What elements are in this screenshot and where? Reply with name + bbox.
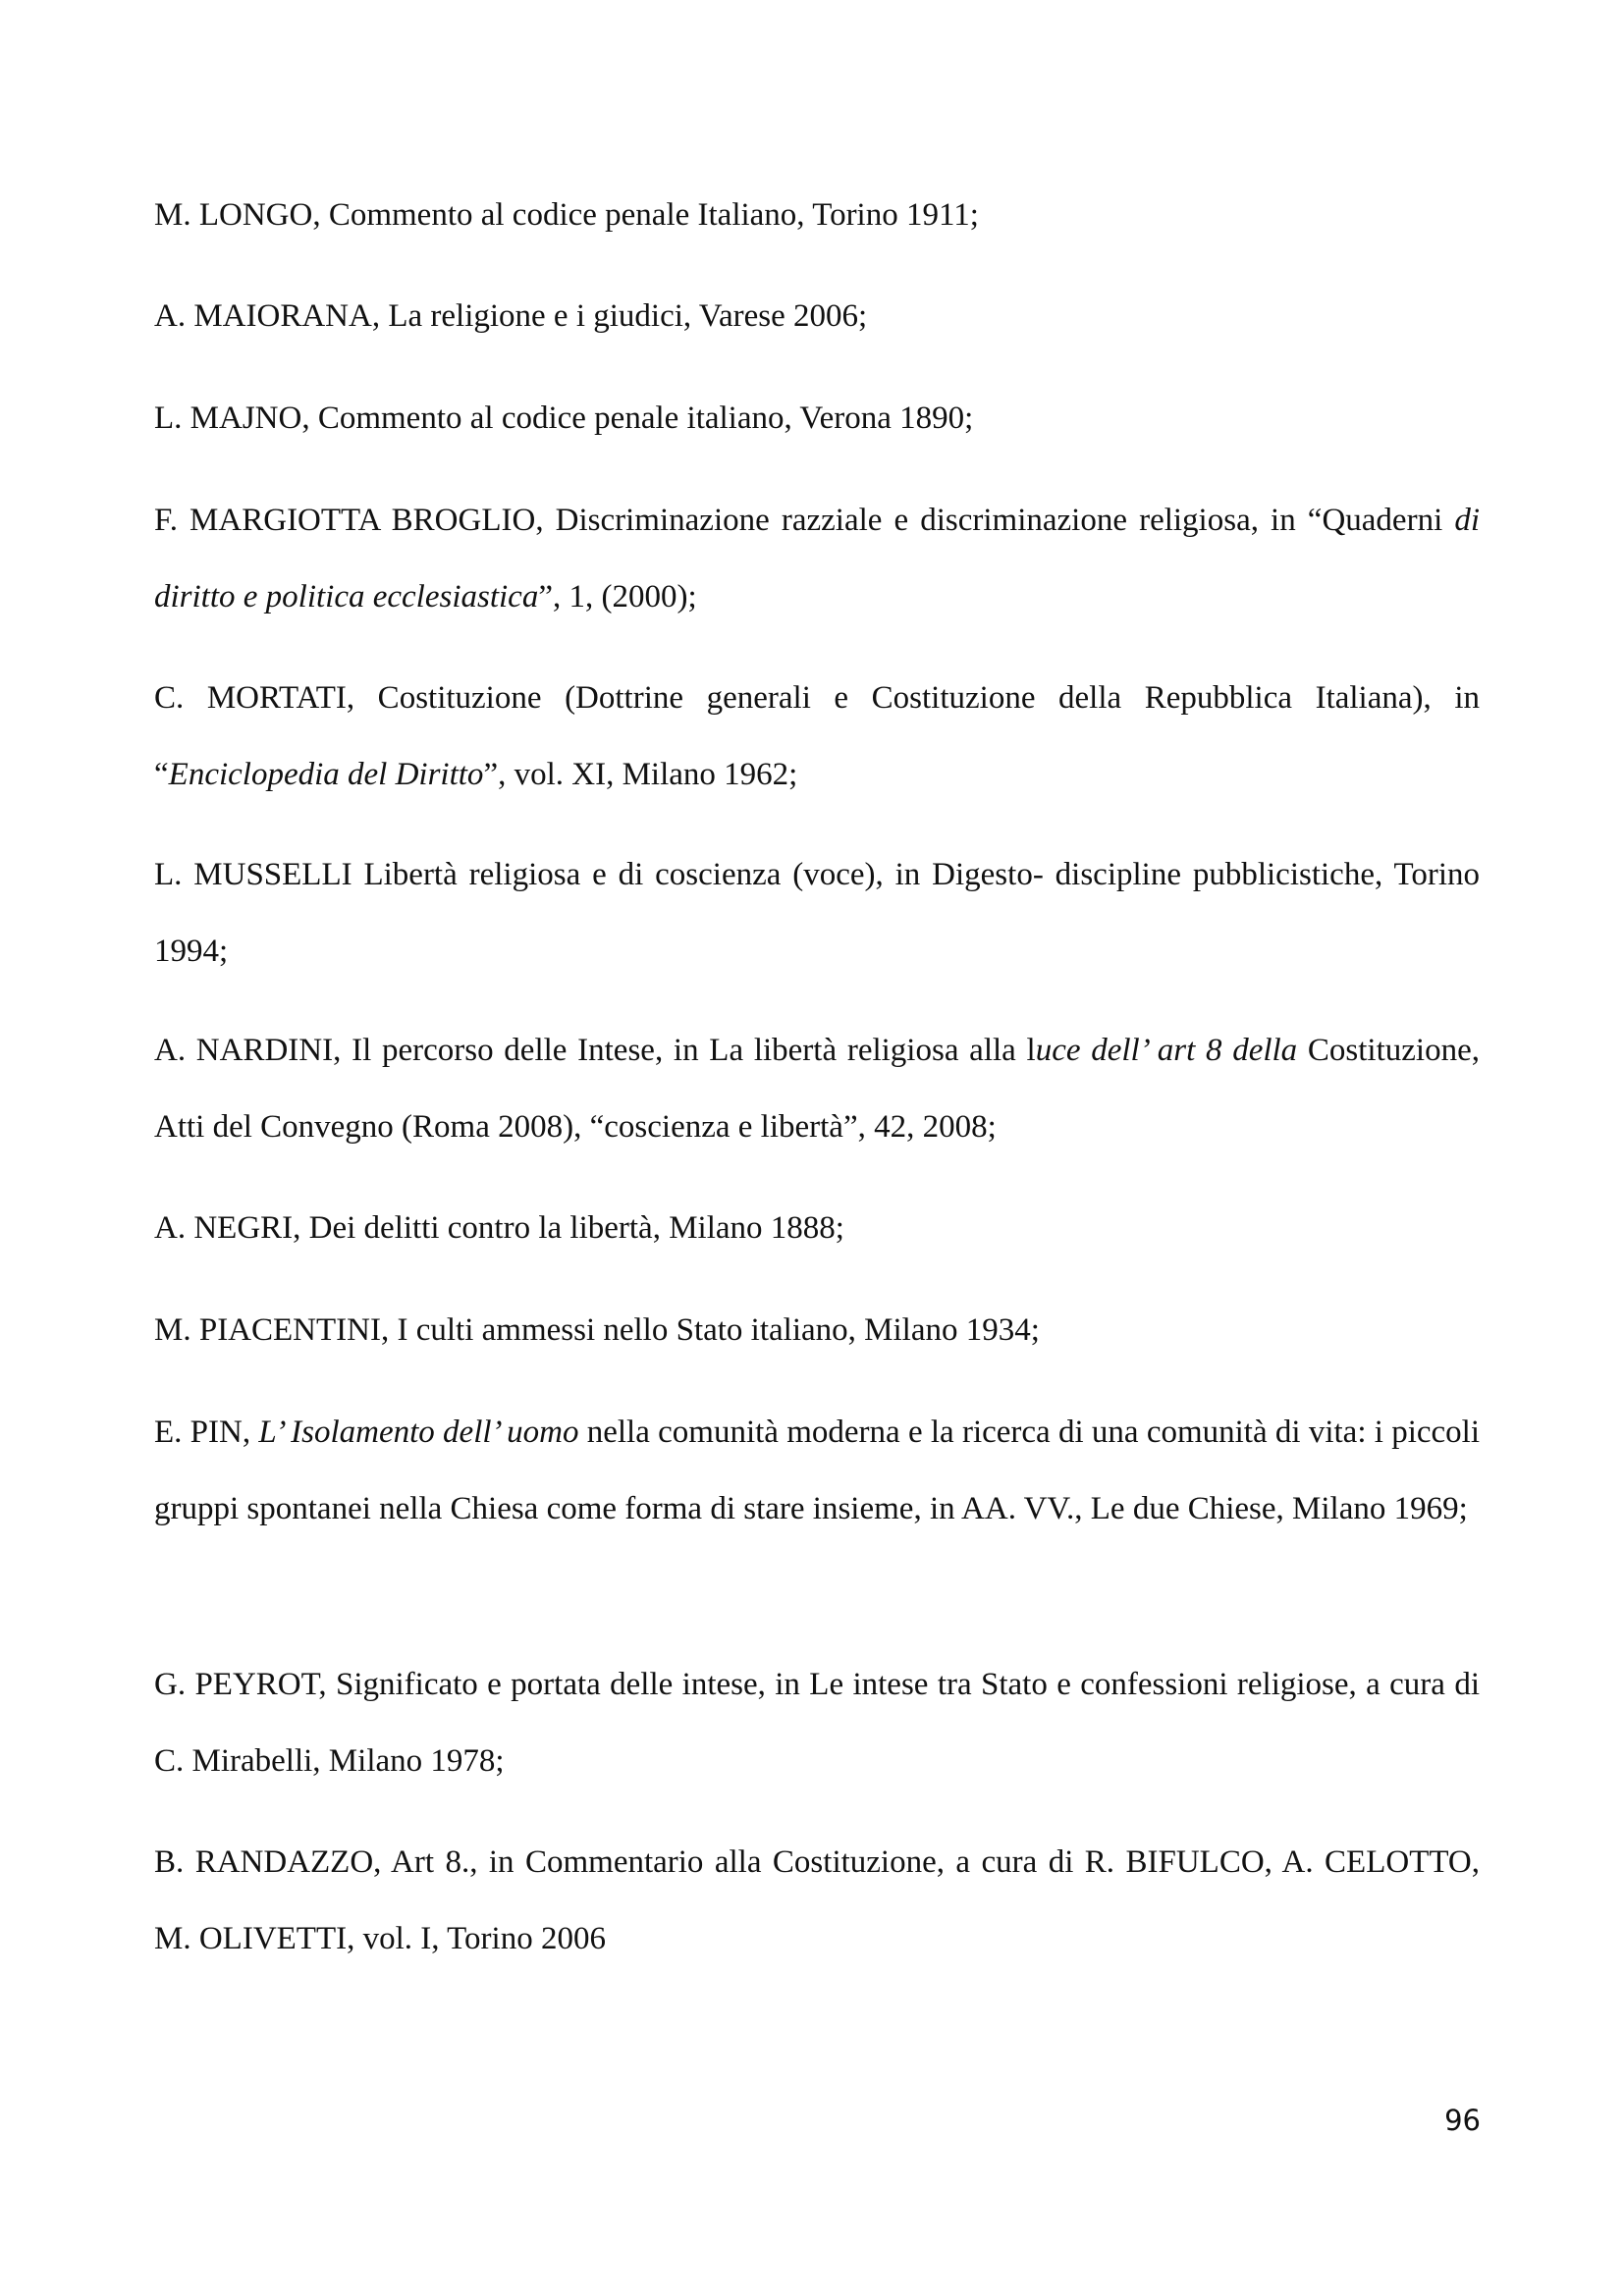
entry-text: A. NEGRI, Dei delitti contro la libertà, Milano 1888; — [154, 1210, 844, 1246]
entry-italic-title: L’ Isolamento dell’ uomo — [258, 1415, 579, 1450]
bibliography-entry-mortati — [154, 660, 1480, 813]
entry-text-end: ”, 1, (2000); — [538, 579, 697, 614]
bibliography-entry-pin — [154, 1394, 1480, 1547]
bibliography-entry-margiotta-broglio — [154, 482, 1480, 635]
page-number: 96 — [1444, 2104, 1481, 2137]
entry-text-end: Costituzione, Atti del Convegno (Roma 2008), “coscienza e libertà”, 42, 2008; — [154, 1033, 1480, 1145]
entry-text: M. LONGO, Commento al codice penale Italiano, Torino 1911; — [154, 197, 979, 233]
entry-text: B. RANDAZZO, Art 8., in Commentario alla Costituzione, a cura di R. BIFULCO, A. CELOTTO, M. OLIVETTI, vol. I, Torino 2006 — [154, 1844, 1480, 1956]
bibliography-entry-negri — [154, 1190, 1480, 1266]
entry-text-end: ”, vol. XI, Milano 1962; — [483, 757, 798, 792]
entry-text: L. MUSSELLI Libertà religiosa e di coscienza (voce), in Digesto- discipline pubblicistiche, Torino 1994; — [154, 857, 1480, 969]
bibliography-entry-randazzo — [154, 1824, 1480, 1977]
entry-text: E. PIN, — [154, 1415, 259, 1450]
entry-text: C. MORTATI, Costituzione (Dottrine generali e Costituzione della Repubblica Italiana), in “ — [154, 680, 1480, 792]
bibliography-entry-maiorana — [154, 278, 1480, 354]
entry-text: F. MARGIOTTA BROGLIO, Discriminazione razziale e discriminazione religiosa, in “Quaderni — [154, 503, 1455, 538]
entry-text: A. MAIORANA, La religione e i giudici, Varese 2006; — [154, 298, 868, 334]
entry-text: G. PEYROT, Significato e portata delle intese, in Le intese tra Stato e confessioni religiose, a cura di C. Mirabelli, Milano 1978; — [154, 1667, 1480, 1779]
entry-italic-title: di diritto e politica ecclesiastica — [154, 503, 1480, 614]
entry-italic-title: Enciclopedia del Diritto — [168, 757, 484, 792]
entry-text-end: nella comunità moderna e la ricerca di una comunità di vita: i piccoli gruppi spontanei nella Chiesa come forma di stare insieme, in AA. VV., Le due Chiese, Milano 1969; — [154, 1415, 1480, 1526]
entry-text: L. MAJNO, Commento al codice penale italiano, Verona 1890; — [154, 400, 974, 436]
bibliography-entry-longo — [154, 177, 1480, 253]
entry-text: M. PIACENTINI, I culti ammessi nello Stato italiano, Milano 1934; — [154, 1312, 1040, 1348]
bibliography-entry-piacentini — [154, 1292, 1480, 1368]
bibliography-entry-peyrot — [154, 1646, 1480, 1799]
entry-italic-title: uce dell’ art 8 della — [1035, 1033, 1298, 1068]
bibliography-entry-nardini — [154, 1012, 1480, 1165]
entry-text: A. NARDINI, Il percorso delle Intese, in La libertà religiosa alla l — [154, 1033, 1036, 1068]
bibliography-entry-majno — [154, 380, 1480, 456]
bibliography-entry-musselli — [154, 836, 1480, 989]
